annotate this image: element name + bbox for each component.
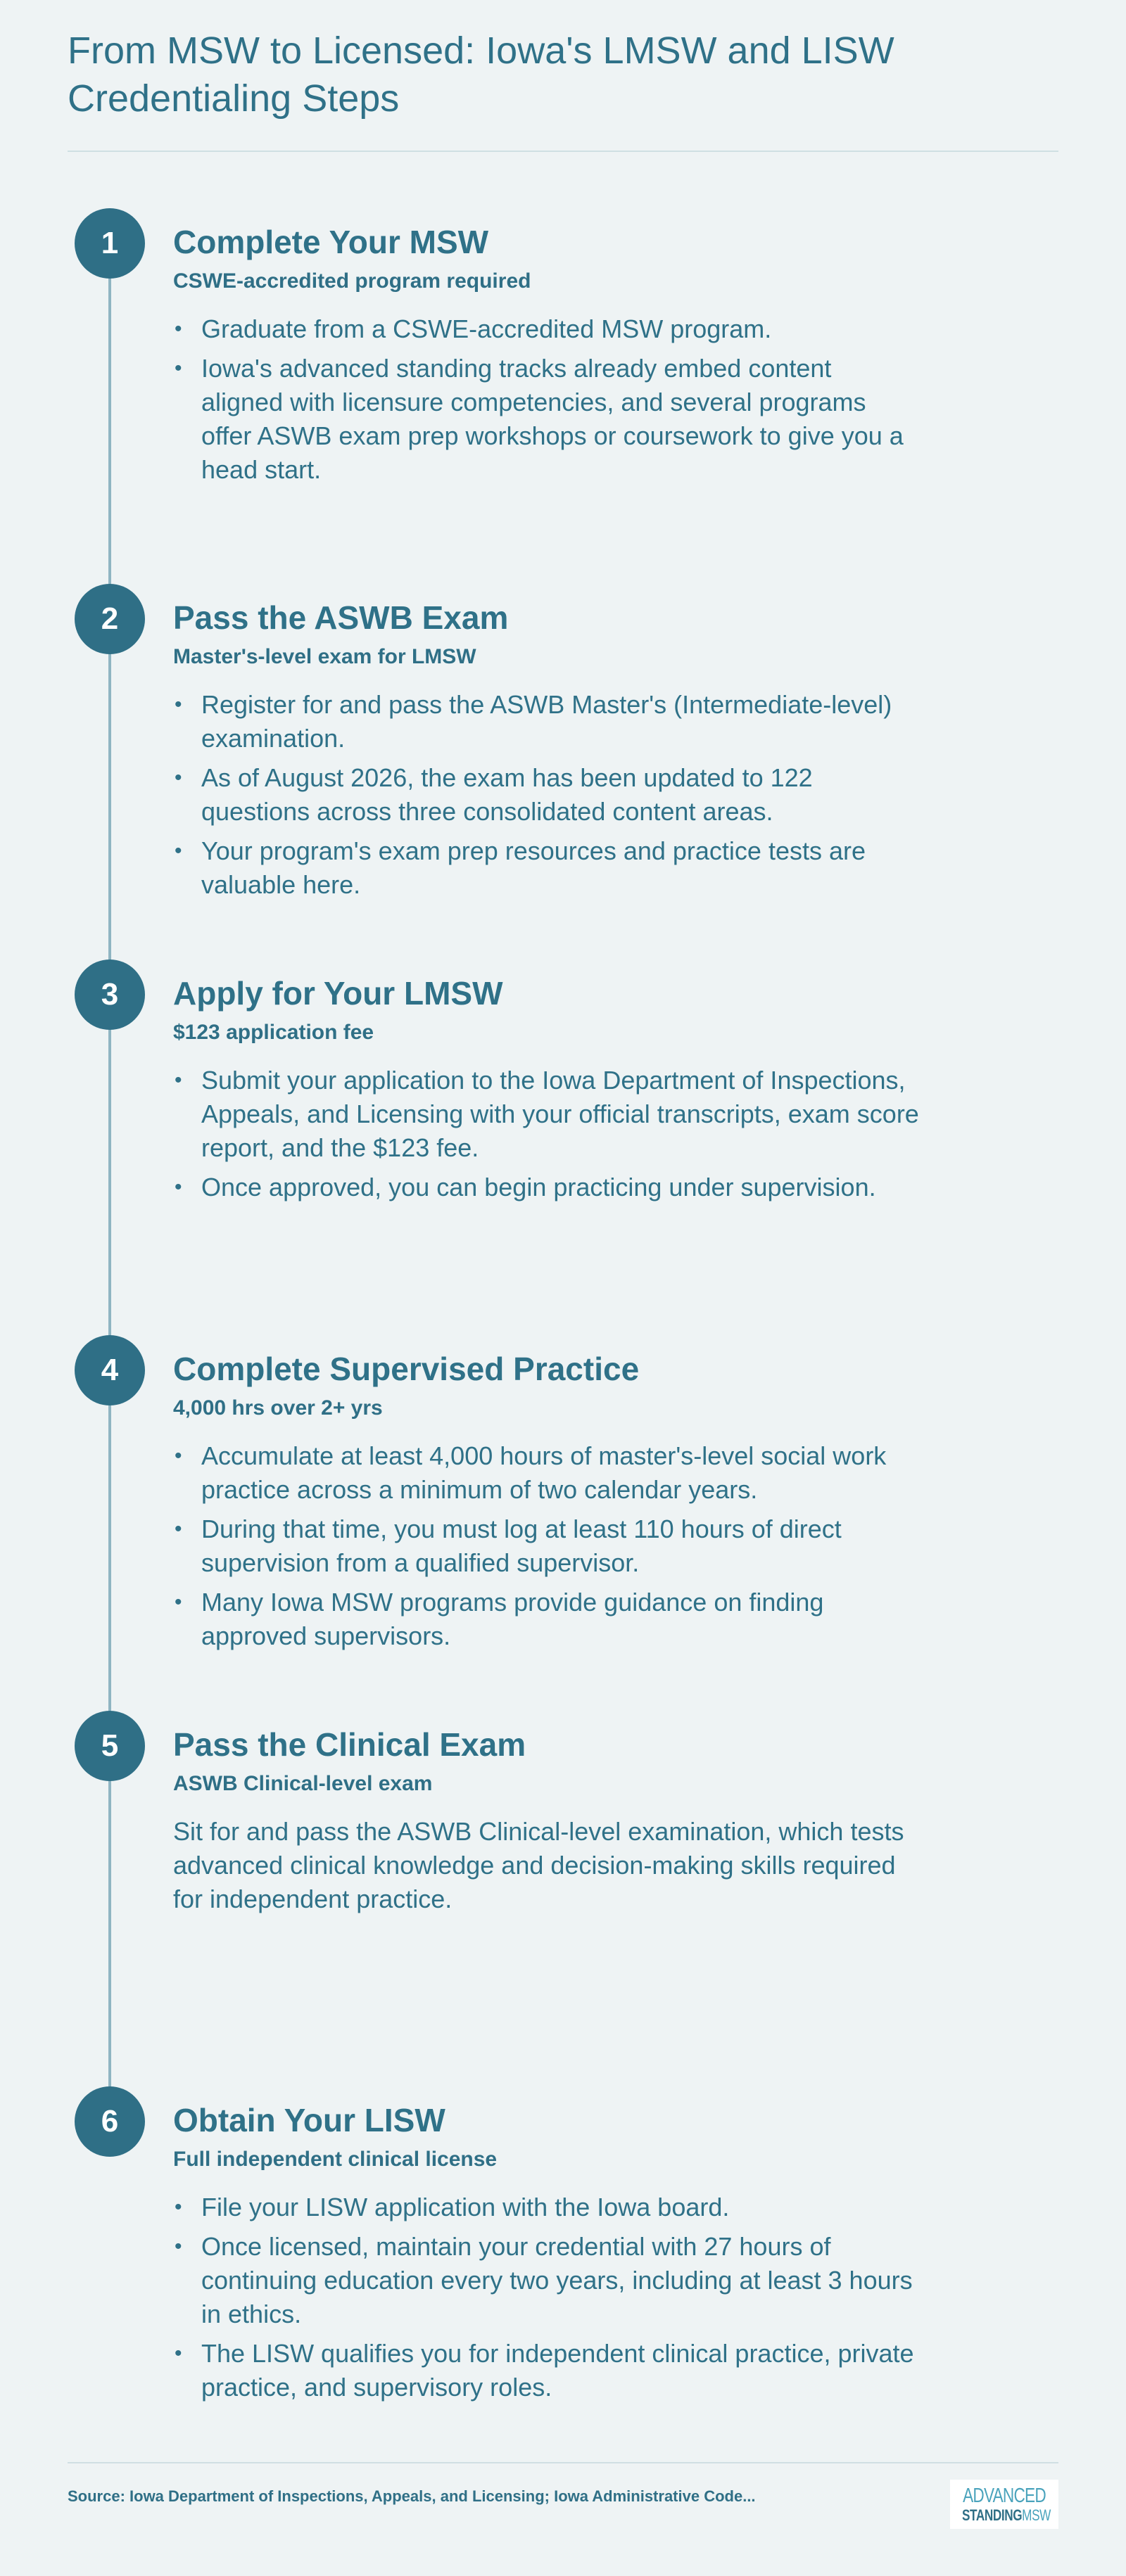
title-divider	[68, 151, 1058, 152]
bullet-icon: •	[175, 1444, 182, 1467]
list-item-text: Submit your application to the Iowa Department of Inspections, Appeals, and Licensing with your official transcripts, exam score report, and the $123 fee.	[201, 1066, 919, 1162]
bullet-icon: •	[175, 357, 182, 380]
page-title: From MSW to Licensed: Iowa's LMSW and LISW Credentialing Steps	[68, 30, 894, 120]
list-item	[173, 1064, 919, 1165]
step-number-badge: 5	[75, 1711, 145, 1781]
list-item	[173, 1586, 919, 1653]
list-item	[173, 2337, 919, 2404]
list-item-text: Many Iowa MSW programs provide guidance on finding approved supervisors.	[201, 1588, 824, 1650]
bullet-icon: •	[175, 2342, 182, 2365]
list-item-text: Accumulate at least 4,000 hours of master's-level social work practice across a minimum of two calendar years.	[201, 1441, 887, 1504]
bullet-icon: •	[175, 2195, 182, 2219]
bullet-icon: •	[175, 1175, 182, 1199]
list-item	[173, 312, 919, 346]
list-item	[173, 1512, 919, 1580]
list-item-text: Once licensed, maintain your credential with 27 hours of continuing education every two years, including at least 3 hours in ethics.	[201, 2232, 913, 2328]
bullet-icon: •	[175, 1069, 182, 1092]
step-title: Pass the ASWB Exam	[173, 599, 509, 636]
list-item	[173, 834, 919, 902]
list-item	[173, 1171, 919, 1204]
step-subtitle: $123 application fee	[173, 1021, 374, 1044]
step-number-badge: 3	[75, 959, 145, 1030]
step-bullet-list	[173, 688, 919, 902]
step-subtitle: Master's-level exam for LMSW	[173, 645, 476, 668]
list-item	[173, 2191, 919, 2224]
step-subtitle: Full independent clinical license	[173, 2148, 498, 2171]
step-title: Obtain Your LISW	[173, 2102, 445, 2138]
step-number-badge: 2	[75, 584, 145, 654]
bullet-icon: •	[175, 693, 182, 716]
step-title: Complete Supervised Practice	[173, 1351, 640, 1387]
source-citation: Source: Iowa Department of Inspections, Appeals, and Licensing; Iowa Administrative Code...	[68, 2487, 756, 2505]
step-bullet-list	[173, 1064, 919, 1204]
list-item-text: The LISW qualifies you for independent clinical practice, private practice, and supervisory roles.	[201, 2339, 914, 2402]
step-subtitle: ASWB Clinical-level exam	[173, 1772, 433, 1795]
list-item	[173, 2230, 919, 2331]
footer-divider	[68, 2462, 1058, 2463]
step-title: Complete Your MSW	[173, 224, 489, 260]
bullet-icon: •	[175, 317, 182, 340]
list-item-text: Once approved, you can begin practicing under supervision.	[201, 1173, 876, 1201]
advanced-standing-msw-logo[interactable]	[950, 2480, 1058, 2529]
step-description: Sit for and pass the ASWB Clinical-level examination, which tests advanced clinical knowledge and decision-making skills required for independent practice.	[173, 1817, 904, 1913]
step-bullet-list	[173, 1439, 919, 1653]
step-subtitle: 4,000 hrs over 2+ yrs	[173, 1396, 383, 1420]
list-item-text: File your LISW application with the Iowa board.	[201, 2193, 730, 2221]
logo-text-standing: STANDING	[961, 2506, 1023, 2524]
bullet-icon: •	[175, 1517, 182, 1541]
step-number-badge: 1	[75, 208, 145, 279]
step-number-badge: 4	[75, 1335, 145, 1405]
list-item-text: Your program's exam prep resources and practice tests are valuable here.	[201, 836, 866, 899]
step-bullet-list	[173, 312, 919, 487]
list-item-text: As of August 2026, the exam has been updated to 122 questions across three consolidated content areas.	[201, 763, 813, 826]
bullet-icon: •	[175, 1590, 182, 1614]
logo-text-top: ADVANCED	[963, 2485, 1046, 2507]
list-item	[173, 1439, 919, 1507]
step-subtitle: CSWE-accredited program required	[173, 269, 531, 293]
bullet-icon: •	[175, 839, 182, 862]
list-item-text: Graduate from a CSWE-accredited MSW program.	[201, 314, 772, 343]
step-title: Apply for Your LMSW	[173, 975, 503, 1012]
list-item	[173, 761, 919, 829]
bullet-icon: •	[175, 2235, 182, 2258]
step-number-badge: 6	[75, 2086, 145, 2157]
step-title: Pass the Clinical Exam	[173, 1726, 526, 1763]
list-item	[173, 688, 919, 755]
logo-text-msw: MSW	[1022, 2506, 1051, 2524]
list-item-text: During that time, you must log at least 110 hours of direct supervision from a qualified supervisor.	[201, 1515, 842, 1577]
bullet-icon: •	[175, 766, 182, 789]
timeline-line	[108, 246, 111, 2110]
logo-text-bottom	[961, 2506, 1051, 2524]
list-item	[173, 352, 919, 487]
list-item-text: Iowa's advanced standing tracks already embed content aligned with licensure competencies, and several programs offer ASWB exam prep workshops or coursework to give you a head start.	[201, 354, 904, 484]
list-item-text: Register for and pass the ASWB Master's (Intermediate-level) examination.	[201, 690, 892, 753]
step-bullet-list	[173, 2191, 919, 2404]
